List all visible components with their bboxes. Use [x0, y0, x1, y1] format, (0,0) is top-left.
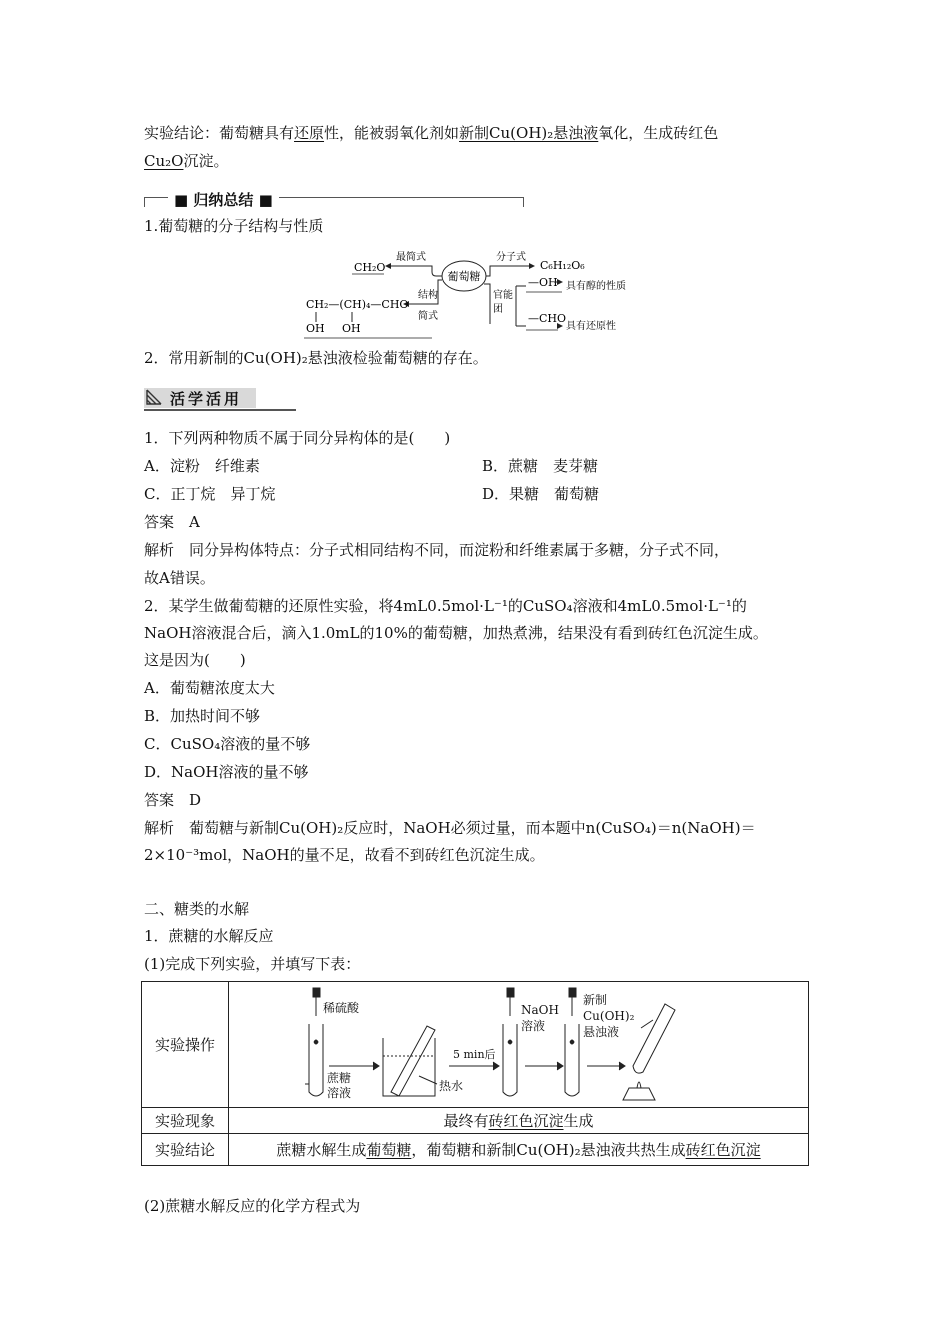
molecular-label: 分子式 — [496, 252, 526, 263]
glucose-structure-diagram — [300, 246, 660, 346]
oh-2: OH — [342, 322, 361, 335]
label-naoh-2: 溶液 — [520, 1018, 545, 1033]
q2-option-a: A．葡萄糖浓度太大 — [144, 679, 275, 697]
oh-1: OH — [306, 322, 325, 335]
section2-sub1-2: (2)蔗糖水解反应的化学方程式为 — [144, 1197, 361, 1215]
label-naoh-1: NaOH — [520, 1002, 559, 1017]
q1-answer: 答案 A — [144, 513, 200, 531]
functional-label-2: 团 — [493, 304, 503, 315]
structural-label-1: 结构 — [418, 290, 438, 301]
table-row — [142, 1108, 809, 1134]
section2-title: 二、糖类的水解 — [144, 900, 250, 918]
phenomenon-blank: 砖红色沉淀 — [488, 1112, 564, 1130]
q1-option-b: B．蔗糖 麦芽糖 — [482, 457, 599, 475]
row-operation-label: 实验操作 — [142, 982, 229, 1108]
simplest-label: 最简式 — [396, 252, 426, 263]
reagent-blank: 新制Cu(OH)₂悬浊液 — [459, 124, 599, 142]
group-cho: —CHO — [528, 312, 567, 325]
row-conclusion-label: 实验结论 — [142, 1134, 229, 1166]
glucose-center-label: 葡萄糖 — [447, 270, 481, 283]
table-row — [142, 982, 809, 1108]
q2-analysis-2: 2×10⁻³mol，NaOH的量不足，故看不到砖红色沉淀生成。 — [144, 846, 545, 864]
practice-header-title: 活学活用 — [170, 390, 243, 408]
q1-option-c: C．正丁烷 异丁烷 — [144, 485, 276, 503]
conclusion-blank-2: 砖红色沉淀 — [685, 1141, 761, 1159]
label-suspension: 悬浊液 — [582, 1024, 619, 1039]
q2-option-c: C．CuSO₄溶液的量不够 — [144, 735, 311, 753]
group-cho-property: 具有还原性 — [566, 321, 616, 332]
reducing-blank: 还原 — [294, 124, 325, 142]
q1-option-a: A．淀粉 纤维素 — [144, 457, 260, 475]
table-row — [142, 1134, 809, 1166]
label-dilute-sulfuric-acid: 稀硫酸 — [322, 1000, 359, 1015]
conclusion-blank-1: 葡萄糖 — [366, 1141, 412, 1159]
section2-sub1-1: (1)完成下列实验，并填写下表： — [144, 955, 361, 973]
q2-stem-1: 2．某学生做葡萄糖的还原性实验，将4mL0.5mol·L⁻¹的CuSO₄溶液和4mL0.5mol·L⁻¹的 — [144, 597, 747, 615]
group-oh-property: 具有醇的性质 — [566, 281, 626, 292]
q1-analysis-2: 故A错误。 — [144, 569, 215, 587]
structural-formula: CH₂—(CH)₄—CHO — [306, 298, 409, 311]
practice-header — [144, 386, 296, 410]
row-conclusion-value: 蔗糖水解生成葡萄糖，葡萄糖和新制Cu(OH)₂悬浊液共热生成砖红色沉淀 — [229, 1134, 809, 1166]
q1-option-d: D．果糖 葡萄糖 — [482, 485, 600, 503]
conclusion-line-2: Cu₂O沉淀。 — [144, 152, 229, 170]
structural-label-2: 简式 — [418, 311, 438, 322]
summary-item-1: 1.葡萄糖的分子结构与性质 — [144, 217, 324, 235]
experiment-table — [141, 981, 809, 1166]
q1-analysis-1: 解析 同分异构体特点：分子式相同结构不同，而淀粉和纤维素属于多糖，分子式不同， — [144, 541, 730, 559]
q1-stem: 1．下列两种物质不属于同分异构体的是( ) — [144, 429, 451, 447]
label-5min: 5 min后 — [452, 1047, 496, 1061]
q2-option-d: D．NaOH溶液的量不够 — [144, 763, 309, 781]
label-sucrose-2: 溶液 — [326, 1085, 351, 1100]
section2-sub1: 1．蔗糖的水解反应 — [144, 927, 274, 945]
molecular-formula: C₆H₁₂O₆ — [540, 259, 585, 272]
label-sucrose-1: 蔗糖 — [326, 1070, 351, 1085]
diagonal-stripes-icon — [146, 389, 162, 405]
cu2o-blank: Cu₂O — [144, 152, 184, 170]
conclusion-line-1: 实验结论：葡萄糖具有还原性，能被弱氧化剂如新制Cu(OH)₂悬浊液氧化，生成砖红色 — [144, 124, 719, 142]
functional-label-1: 官能 — [493, 290, 513, 301]
row-phenomenon-label: 实验现象 — [142, 1108, 229, 1134]
q2-stem-2: NaOH溶液混合后，滴入1.0mL的10%的葡萄糖，加热煮沸，结果没有看到砖红色沉淀生成。 — [144, 624, 768, 642]
label-hot-water: 热水 — [438, 1078, 463, 1093]
label-fresh: 新制 — [582, 992, 607, 1007]
q2-stem-3: 这是因为( ) — [144, 651, 246, 669]
q2-option-b: B．加热时间不够 — [144, 707, 261, 725]
row-operation-figure — [229, 982, 809, 1108]
summary-header — [144, 189, 524, 209]
hydrolysis-apparatus-figure — [299, 984, 739, 1106]
simplest-formula: CH₂O — [354, 261, 386, 274]
q2-answer: 答案 D — [144, 791, 202, 809]
group-oh: —OH — [528, 276, 558, 289]
row-phenomenon-value: 最终有砖红色沉淀生成 — [229, 1108, 809, 1134]
q2-analysis-1: 解析 葡萄糖与新制Cu(OH)₂反应时，NaOH必须过量，而本题中n(CuSO₄)＝n(NaOH)＝ — [144, 819, 756, 837]
summary-header-title: ■ 归纳总结 ■ — [168, 189, 279, 210]
label-cuoh2: Cu(OH)₂ — [582, 1008, 634, 1023]
summary-item-2: 2．常用新制的Cu(OH)₂悬浊液检验葡萄糖的存在。 — [144, 349, 488, 367]
